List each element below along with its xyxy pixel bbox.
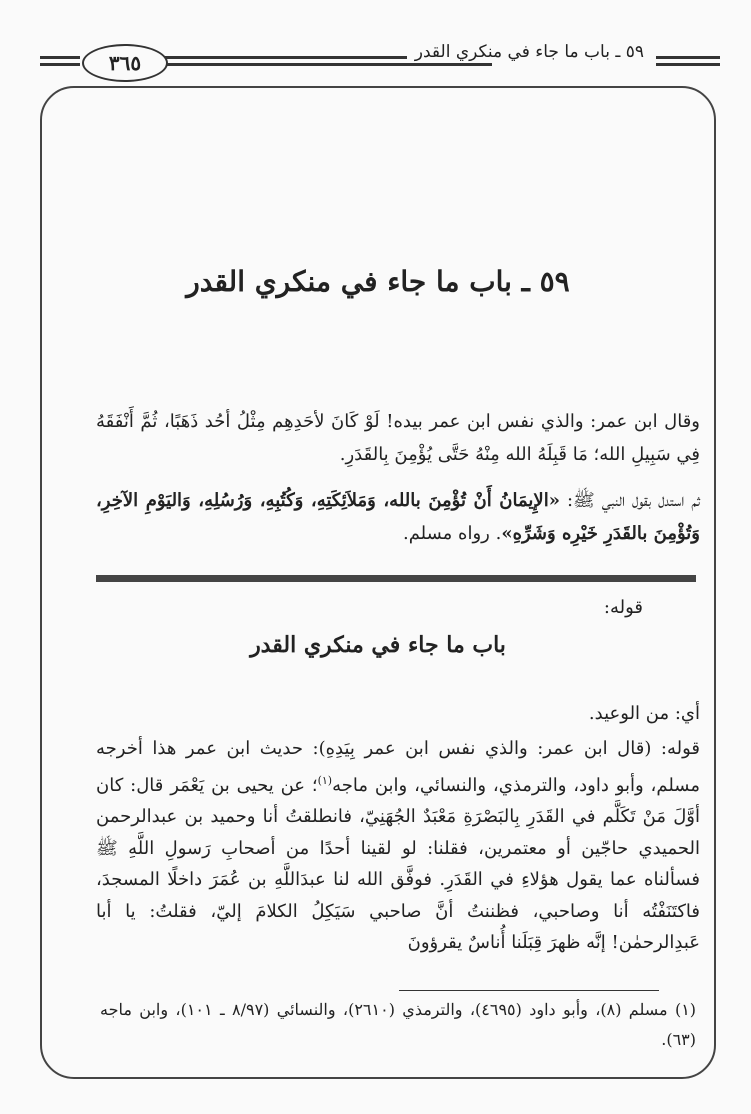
header-rule — [40, 56, 80, 59]
footnote-rule — [399, 990, 659, 991]
commentary-body — [96, 733, 700, 959]
commentary-text: ؛ عن يحيى بن يَعْمَر قال: كان أوَّلَ مَنْ تَكَلَّم في القَدَرِ بِالبَصْرَةِ مَعْبَدٌ الجُهَنِيّ، فانطلقتُ أنا وحميد بن عبدالرحمن الحميدي حاجّين أو معتمرين، فقلنا: لو لقينا أحدًا من أصحابِ رَسولِ اللَّهِ ﷺ فسألناه عما يقول هؤلاءِ في القَدَرِ. فوفَّق الله لنا عبدَاللَّهِ بن عُمَرَ داخلًا المسجدَ، فاكتَنَفْتُه أنا وصاحبي، فظننتُ أنَّ صاحبي سَيَكِلُ الكلامَ إليّ، فقلتُ: يا أبا عَبدِالرحمٰن! إنَّه ظهرَ قِبَلَنا أُناسٌ يقرؤونَ — [96, 774, 700, 953]
section-divider — [96, 575, 696, 582]
paragraph-intro: ثم استدل بقول النبي ﷺ: — [559, 490, 701, 511]
commentary-explain: أي: من الوعيد. — [588, 703, 700, 724]
header-rule — [165, 63, 492, 66]
footnote-ref: (١) — [317, 773, 333, 787]
chapter-title: ٥٩ ـ باب ما جاء في منكري القدر — [186, 265, 570, 298]
header-rule — [656, 63, 720, 66]
header-rule — [40, 63, 80, 66]
main-paragraph: وقال ابن عمر: والذي نفس ابن عمر بيده! لَوْ كَانَ لأحَدِهِم مِثْلُ أحُد ذَهَبًا، ثُمَّ أَنْفَقَهُ فِي سَبِيلِ الله؛ مَا قَبِلَهُ الله مِنْهُ حَتَّى يُؤْمِنَ بِالقَدَرِ. — [96, 411, 700, 465]
paragraph-suffix: . رواه مسلم. — [402, 523, 502, 544]
running-title: ٥٩ ـ باب ما جاء في منكري القدر — [407, 42, 652, 62]
commentary-text: قوله: (قال ابن عمر: والذي نفس ابن عمر بِيَدِهِ): حديث ابن عمر هذا أخرجه مسلم، وأبو داود، والترمذي، والنسائي، وابن ماجه — [96, 738, 700, 796]
commentary-label: قوله: — [603, 597, 643, 618]
commentary-subtitle: باب ما جاء في منكري القدر — [250, 632, 506, 658]
footnote: (١) مسلم (٨)، وأبو داود (٤٦٩٥)، والترمذي (٢٦١٠)، والنسائي (٨/٩٧ ـ ١٠١)، وابن ماجه (٦٣). — [100, 1000, 697, 1049]
page-number: ٣٦٥ — [82, 44, 168, 82]
hadith-quote: «الإِيمَانُ أَنْ تُؤْمِنَ بالله، وَمَلاَئِكَتِهِ، وَكُتُبِهِ، وَرُسُلِهِ، وَاليَوْمِ الآخِرِ، وَتُؤْمِنَ بالقَدَرِ خَيْرِه وَشَرِّهِ» — [96, 490, 700, 544]
main-paragraph — [96, 484, 700, 550]
header-rule — [656, 56, 720, 59]
page-header — [40, 38, 720, 86]
